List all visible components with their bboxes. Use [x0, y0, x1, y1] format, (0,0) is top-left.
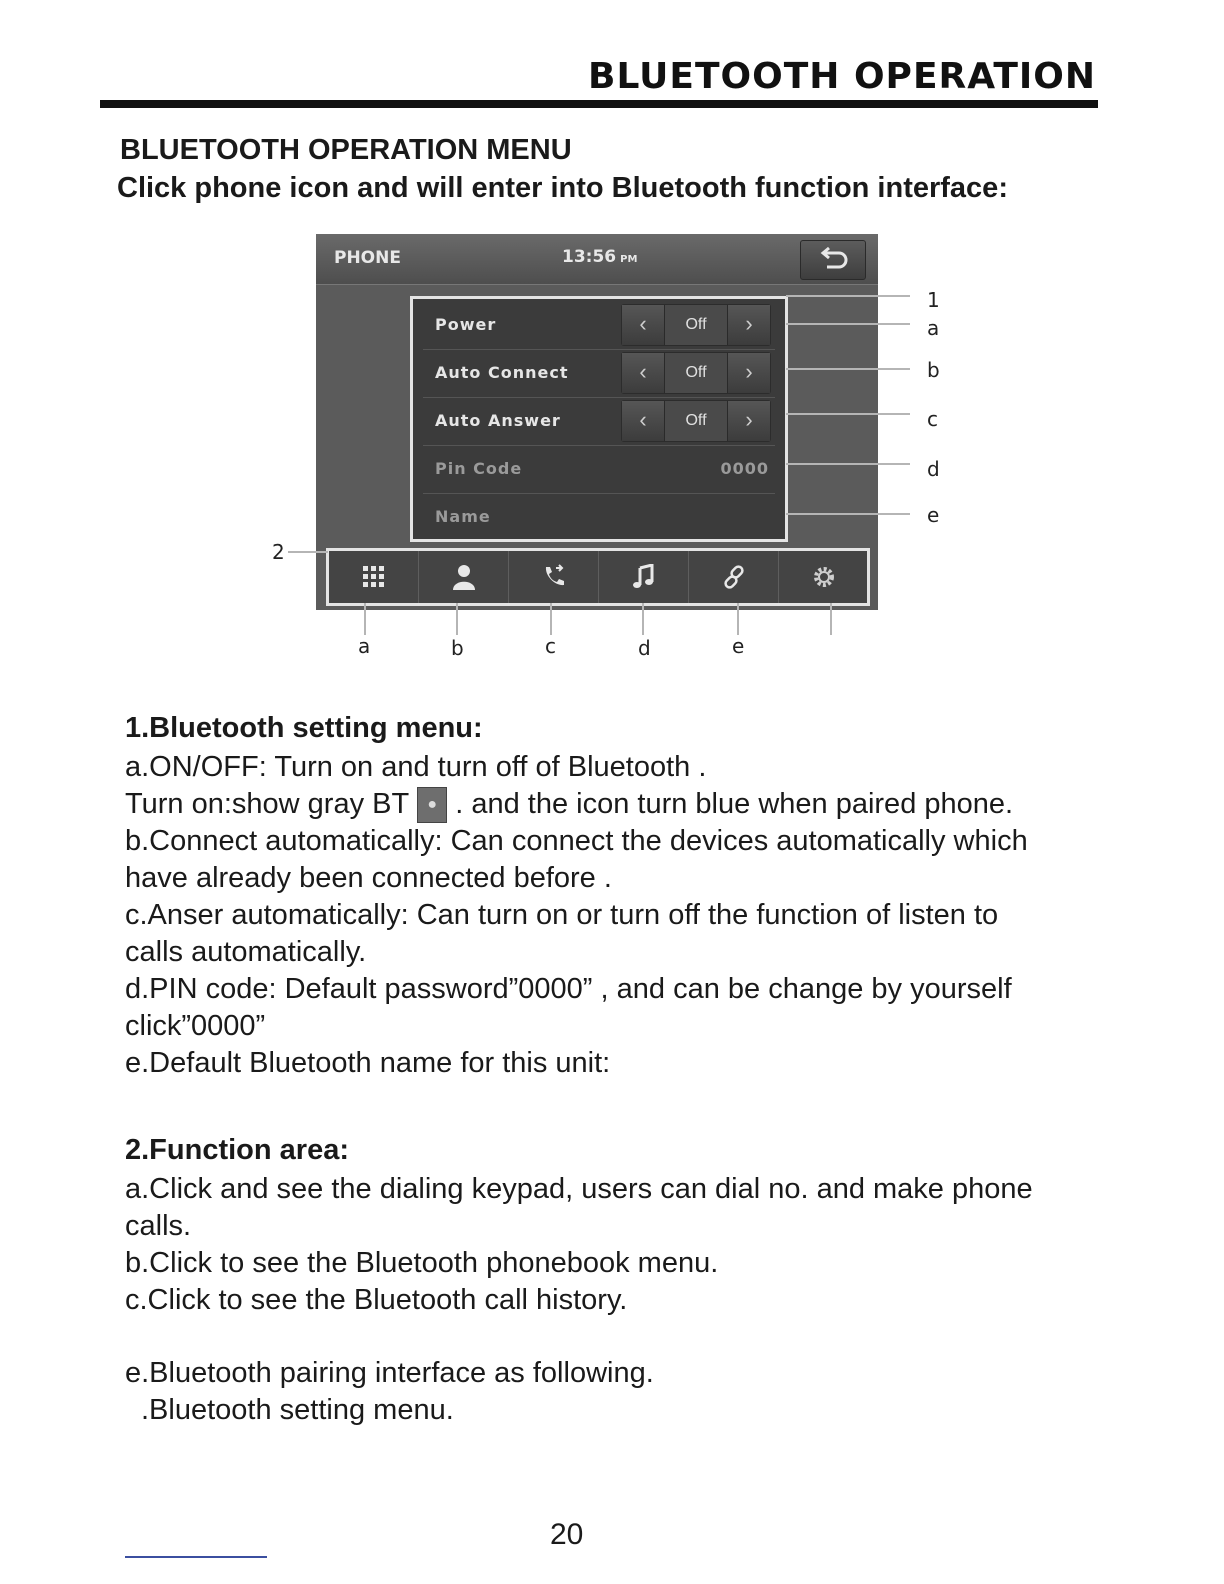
s1-d2: click”0000”	[125, 1010, 266, 1042]
s1-a2-pre: Turn on:show gray BT	[125, 788, 410, 820]
contacts-button[interactable]	[419, 551, 509, 603]
callout-line	[550, 603, 552, 635]
s1-a: a.ON/OFF: Turn on and turn off of Bluetooth .	[125, 751, 707, 783]
callout-line	[456, 603, 458, 635]
s2-c: c.Click to see the Bluetooth call history.	[125, 1284, 628, 1316]
pairing-button[interactable]	[689, 551, 779, 603]
callout-line	[830, 603, 832, 635]
back-arrow-icon	[801, 241, 865, 279]
clock-ampm: PM	[620, 254, 638, 265]
music-button[interactable]	[599, 551, 689, 603]
settings-icon	[811, 564, 837, 590]
chevron-left-icon[interactable]: ‹	[622, 353, 665, 393]
page-header-title: BLUETOOTH OPERATION	[588, 56, 1096, 97]
back-button[interactable]	[800, 240, 866, 280]
s2-b: b.Click to see the Bluetooth phonebook menu.	[125, 1247, 719, 1279]
bluetooth-settings-panel	[410, 296, 788, 542]
callout-b: b	[927, 358, 940, 382]
setting-row-power	[423, 301, 775, 350]
toggle-value: Off	[685, 412, 707, 429]
contacts-icon	[452, 563, 476, 591]
callout-line	[364, 603, 366, 635]
function-bar	[326, 548, 870, 606]
setting-label: Power	[435, 315, 497, 334]
page-number: 20	[550, 1518, 584, 1551]
settings-button[interactable]	[779, 551, 868, 603]
toggle-value: Off	[685, 364, 707, 381]
callout-a: a	[927, 316, 940, 340]
setting-label: Pin Code	[435, 459, 523, 478]
music-icon	[632, 564, 656, 590]
phone-screen	[316, 234, 878, 610]
setting-label: Auto Connect	[435, 363, 569, 382]
section2-title: 2.Function area:	[125, 1134, 349, 1166]
auto-answer-toggle	[621, 400, 771, 442]
chevron-left-icon[interactable]: ‹	[622, 305, 665, 345]
section1-title: 1.Bluetooth setting menu:	[125, 712, 483, 744]
s2-e1: e.Bluetooth pairing interface as following.	[125, 1357, 654, 1389]
chevron-right-icon[interactable]: ›	[727, 353, 770, 393]
s1-b1: b.Connect automatically: Can connect the devices automatically which	[125, 825, 1028, 857]
power-toggle	[621, 304, 771, 346]
setting-row-name	[423, 493, 775, 541]
keypad-button[interactable]	[329, 551, 419, 603]
callout-bottom-c: c	[545, 634, 556, 658]
toggle-value: Off	[685, 316, 707, 333]
callout-e: e	[927, 503, 940, 527]
footer-line	[125, 1556, 267, 1558]
setting-row-pin-code[interactable]	[423, 445, 775, 494]
setting-label: Auto Answer	[435, 411, 561, 430]
chevron-right-icon[interactable]: ›	[727, 401, 770, 441]
link-icon	[721, 564, 747, 590]
s1-b2: have already been connected before .	[125, 862, 612, 894]
setting-row-auto-connect	[423, 349, 775, 398]
s1-c2: calls automatically.	[125, 936, 367, 968]
callout-line	[288, 551, 328, 553]
s1-c1: c.Anser automatically: Can turn on or turn off the function of listen to	[125, 899, 999, 931]
s1-d1: d.PIN code: Default password”0000” , and can be change by yourself	[125, 973, 1012, 1005]
callout-line	[737, 603, 739, 635]
s2-a2: calls.	[125, 1210, 192, 1242]
screen-topbar	[316, 234, 878, 285]
pin-code-value[interactable]: 0000	[720, 459, 769, 478]
callout-line	[786, 463, 910, 465]
s1-e: e.Default Bluetooth name for this unit:	[125, 1047, 611, 1079]
setting-label: Name	[435, 507, 491, 526]
s2-a1: a.Click and see the dialing keypad, users can dial no. and make phone	[125, 1173, 1033, 1205]
s1-a2-post: . and the icon turn blue when paired phone.	[455, 788, 1014, 820]
header-rule	[100, 100, 1098, 108]
callout-line	[642, 603, 644, 635]
callout-bottom-d: d	[638, 636, 651, 660]
keypad-icon	[362, 565, 386, 589]
call-history-button[interactable]	[509, 551, 599, 603]
auto-connect-toggle	[621, 352, 771, 394]
callout-bottom-e: e	[732, 634, 745, 658]
clock-time: 13:56	[562, 247, 617, 267]
screen-title: PHONE	[334, 248, 401, 268]
callout-bottom-a: a	[358, 634, 371, 658]
callout-line	[786, 368, 910, 370]
bluetooth-icon: ●	[417, 787, 447, 823]
callout-1: 1	[927, 288, 940, 312]
section-intro: Click phone icon and will enter into Bluetooth function interface:	[117, 172, 1008, 204]
chevron-left-icon[interactable]: ‹	[622, 401, 665, 441]
section-title: BLUETOOTH OPERATION MENU	[120, 134, 572, 166]
callout-d: d	[927, 457, 940, 481]
callout-line	[786, 513, 910, 515]
callout-line	[786, 413, 910, 415]
callout-c: c	[927, 407, 938, 431]
callout-bottom-b: b	[451, 636, 464, 660]
s2-e2: .Bluetooth setting menu.	[141, 1394, 454, 1426]
callout-2: 2	[272, 540, 285, 564]
callout-line	[786, 295, 910, 297]
s1-a2	[125, 786, 1013, 823]
call-history-icon	[541, 564, 567, 590]
chevron-right-icon[interactable]: ›	[727, 305, 770, 345]
setting-row-auto-answer	[423, 397, 775, 446]
callout-line	[786, 323, 910, 325]
screen-clock	[562, 247, 637, 267]
